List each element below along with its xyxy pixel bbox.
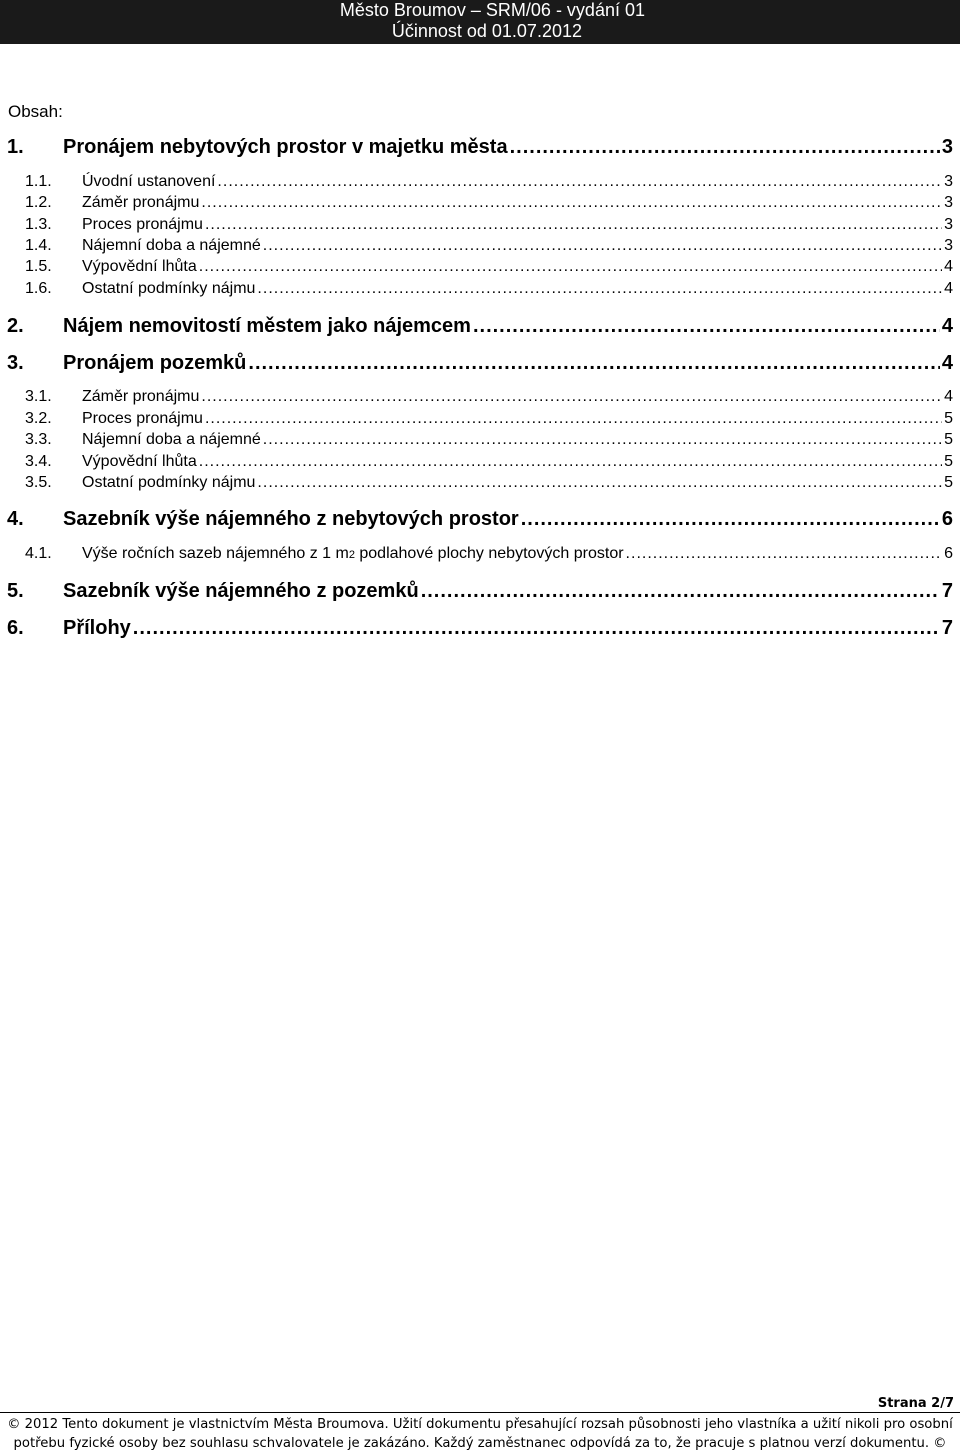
toc-entry-title: Nájemní doba a nájemné [82, 431, 261, 448]
toc-entry-number: 3. [7, 352, 24, 374]
toc-entry-page: 3 [944, 216, 953, 233]
document-header [0, 0, 960, 44]
toc-entry-page: 3 [944, 237, 953, 254]
toc-leader-dots [421, 580, 940, 603]
toc-entry-title: Úvodní ustanovení [82, 173, 216, 190]
toc-leader-dots [199, 453, 942, 471]
toc-entry-number: 1.3. [25, 216, 52, 233]
toc-leader-dots [521, 508, 940, 531]
toc-entry-number: 3.3. [25, 431, 52, 448]
toc-entry-page: 3 [944, 194, 953, 211]
toc-entry-page: 7 [941, 580, 953, 602]
footer-line-1: © 2012 Tento dokument je vlastnictvím Města Broumova. Užití dokumentu přesahující rozsah působnosti jeho vlastníka a užití nikoli pro osobní [7, 1417, 953, 1432]
toc-entry-title: Záměr pronájmu [82, 194, 200, 211]
toc-entry-number: 3.5. [25, 474, 52, 491]
header-title: Město Broumov – SRM/06 - vydání 01 [339, 0, 645, 20]
toc-entry-title: Ostatní podmínky nájmu [82, 474, 256, 491]
toc-entry-title: Proces pronájmu [82, 410, 203, 427]
toc-entry-title: Záměr pronájmu [82, 388, 200, 405]
toc-entry-title: Proces pronájmu [82, 216, 203, 233]
toc-entry-number: 2. [7, 315, 24, 337]
toc-entry-title: Sazebník výše nájemného z nebytových prostor [63, 508, 519, 530]
toc-entry-page: 4 [941, 352, 953, 374]
toc-leader-dots [257, 474, 942, 492]
toc-entry-page: 5 [944, 474, 953, 491]
toc-entry-title: Pronájem nebytových prostor v majetku města [63, 136, 508, 158]
toc-leader-dots [199, 258, 942, 276]
toc-leader-dots [205, 216, 942, 234]
toc-entry-title: Nájem nemovitostí městem jako nájemcem [63, 315, 471, 337]
toc-entry-number: 4. [7, 508, 24, 530]
toc-entry-number: 1. [7, 136, 24, 158]
page-number: Strana 2/7 [877, 1396, 954, 1411]
toc-entry-number: 4.1. [25, 545, 52, 562]
toc-entry-page: 3 [941, 136, 953, 158]
toc-leader-dots [205, 410, 942, 428]
toc-entry-page: 5 [944, 410, 953, 427]
toc-entry-page: 5 [944, 453, 953, 470]
toc-leader-dots [133, 617, 940, 640]
toc-entry-title: Ostatní podmínky nájmu [82, 280, 256, 297]
header-effective-date: Účinnost od 01.07.2012 [391, 21, 582, 41]
toc-entry-number: 6. [7, 617, 24, 639]
toc-entry-page: 4 [941, 315, 953, 337]
toc-entry-title: Pronájem pozemků [63, 352, 247, 374]
toc-entry-number: 3.4. [25, 453, 52, 470]
toc-leader-dots [473, 315, 940, 338]
toc-entry-page: 3 [944, 173, 953, 190]
toc-entry-number: 3.2. [25, 410, 52, 427]
toc-leader-dots [217, 173, 942, 191]
toc-entry-number: 1.4. [25, 237, 52, 254]
toc-entry-page: 4 [944, 280, 953, 297]
toc-entry-page: 7 [941, 617, 953, 639]
toc-entry-title: Sazebník výše nájemného z pozemků [63, 580, 419, 602]
toc-leader-dots [263, 431, 942, 449]
toc-entry-superscript: 2 [348, 549, 355, 561]
footer-copyright [0, 1415, 960, 1453]
toc-entry-number: 1.5. [25, 258, 52, 275]
toc-entry-number: 3.1. [25, 388, 52, 405]
footer-divider [0, 1412, 960, 1413]
toc-leader-dots [510, 136, 940, 159]
toc-entry-title: Přílohy [63, 617, 131, 639]
toc-entry-page: 6 [944, 545, 953, 562]
footer-line-2: potřebu fyzické osoby bez souhlasu schvalovatele je zakázáno. Každý zaměstnanec odpovídá za to, že pracuje s platnou verzí dokumentu. © [13, 1436, 947, 1451]
toc-entry-number: 1.1. [25, 173, 52, 190]
toc-leader-dots [257, 280, 942, 298]
toc-entry-title: Výše ročních sazeb nájemného z 1 m [82, 545, 349, 562]
toc-entry-title: Výpovědní lhůta [82, 453, 197, 470]
toc-leader-dots [626, 545, 943, 563]
toc-entry-title-continued: podlahové plochy nebytových prostor [354, 545, 624, 562]
toc-entry-page: 5 [944, 431, 953, 448]
toc-entry-number: 5. [7, 580, 24, 602]
toc-entry-title: Nájemní doba a nájemné [82, 237, 261, 254]
toc-leader-dots [248, 352, 939, 375]
toc-title: Obsah: [8, 102, 63, 121]
toc-leader-dots [201, 194, 942, 212]
toc-entry-title: Výpovědní lhůta [82, 258, 197, 275]
toc-entry-number: 1.6. [25, 280, 52, 297]
toc-entry-page: 4 [944, 388, 953, 405]
toc-entry-number: 1.2. [25, 194, 52, 211]
toc-entry-page: 6 [941, 508, 953, 530]
toc-entry-page: 4 [944, 258, 953, 275]
toc-leader-dots [263, 237, 942, 255]
toc-leader-dots [201, 388, 942, 406]
